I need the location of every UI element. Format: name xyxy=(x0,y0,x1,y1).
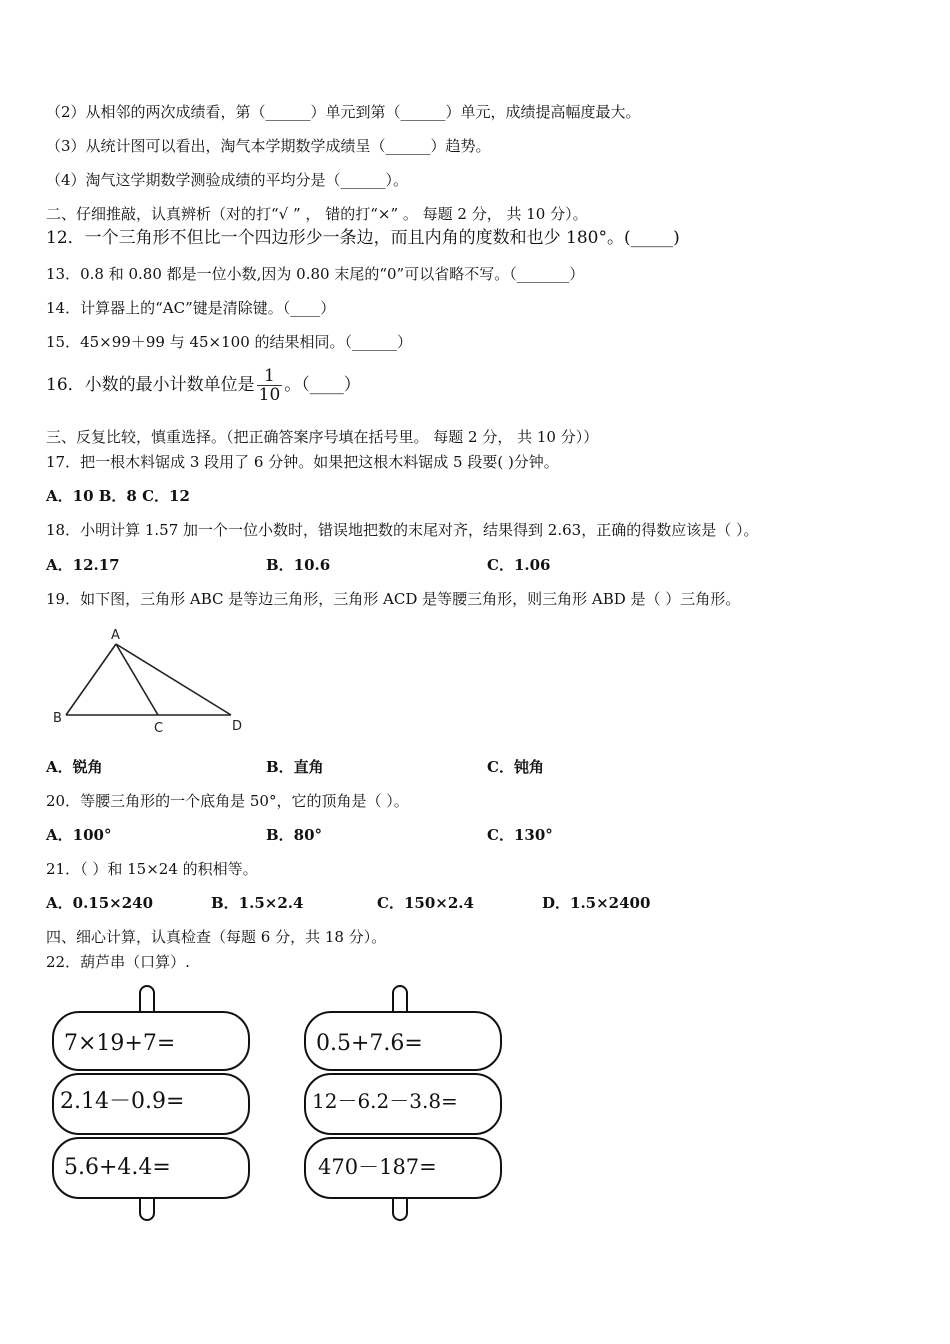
label-a: A xyxy=(111,628,120,643)
segment-ab xyxy=(66,644,116,715)
section3-heading: 三、反复比较，慎重选择。（把正确答案序号填在括号里。 每题 2 分， 共 10 分）） xyxy=(46,428,599,446)
q21-option-d: D．1.5×2400 xyxy=(542,894,651,912)
section4-heading: 四、细心计算，认真检查（每题 6 分，共 18 分）。 xyxy=(46,928,387,946)
question-22: 22．葫芦串（口算）. xyxy=(46,953,190,971)
question-17: 17．把一根木料锯成 3 段用了 6 分钟。如果把这根木料锯成 5 段要( )分钟。 xyxy=(46,453,559,471)
label-c: C xyxy=(154,721,164,736)
question-19: 19．如下图，三角形 ABC 是等边三角形，三角形 ACD 是等腰三角形，则三角形 ABD 是（ ）三角形。 xyxy=(46,590,741,608)
segment-ac xyxy=(116,644,158,715)
q11-part3: （3）从统计图可以看出，淘气本学期数学成绩呈（______）趋势。 xyxy=(46,137,491,155)
q17-options: A．10 B．8 C．12 xyxy=(46,487,190,505)
gourd-right-expr-3: 470－187= xyxy=(318,1155,437,1179)
gourd-right-expr-1: 0.5+7.6= xyxy=(316,1031,423,1056)
q19-option-a: A．锐角 xyxy=(46,758,103,776)
q16-suffix: 。（____） xyxy=(284,375,361,395)
q16-numerator: 1 xyxy=(257,367,283,386)
q21-option-a: A．0.15×240 xyxy=(46,894,154,912)
q20-option-c: C．130° xyxy=(487,826,553,844)
label-b: B xyxy=(53,711,62,726)
q11-part4: （4）淘气这学期数学测验成绩的平均分是（______）。 xyxy=(46,171,409,189)
segment-ad xyxy=(116,644,231,715)
gourd-left-expr-3: 5.6+4.4= xyxy=(64,1155,171,1180)
question-21: 21．（ ）和 15×24 的积相等。 xyxy=(46,860,258,878)
q18-option-c: C．1.06 xyxy=(487,556,551,574)
triangle-figure xyxy=(50,622,260,742)
q16-denominator: 10 xyxy=(258,385,281,405)
q20-option-b: B．80° xyxy=(266,826,323,844)
q16-fraction xyxy=(257,367,283,404)
gourd-right-expr-2: 12－6.2－3.8= xyxy=(312,1089,458,1113)
q21-option-b: B．1.5×2.4 xyxy=(211,894,304,912)
q19-option-b: B．直角 xyxy=(266,758,324,776)
gourd-right xyxy=(302,984,507,1224)
q11-part2: （2）从相邻的两次成绩看，第（______）单元到第（______）单元，成绩提高幅度最大。 xyxy=(46,103,641,121)
question-20: 20．等腰三角形的一个底角是 50°，它的顶角是（ ）。 xyxy=(46,792,409,810)
question-16 xyxy=(46,362,361,408)
q21-option-c: C．150×2.4 xyxy=(377,894,474,912)
question-14: 14．计算器上的“AC”键是清除键。（____） xyxy=(46,299,336,317)
question-13: 13．0.8 和 0.80 都是一位小数,因为 0.80 末尾的“0”可以省略不写。（_______） xyxy=(46,265,585,283)
q19-option-c: C．钝角 xyxy=(487,758,544,776)
gourd-left-expr-1: 7×19+7= xyxy=(64,1031,176,1056)
question-15: 15．45×99＋99 与 45×100 的结果相同。（______） xyxy=(46,333,413,351)
question-12: 12．一个三角形不但比一个四边形少一条边，而且内角的度数和也少 180°。(_____) xyxy=(46,228,680,248)
question-18: 18．小明计算 1.57 加一个一位小数时，错误地把数的末尾对齐，结果得到 2.63，正确的得数应该是（ ）。 xyxy=(46,521,759,539)
gourd-left-expr-2: 2.14－0.9= xyxy=(60,1089,185,1114)
q18-option-b: B．10.6 xyxy=(266,556,331,574)
label-d: D xyxy=(232,719,243,734)
section2-heading: 二、仔细推敲，认真辨析（对的打“√ ” ， 错的打“×” 。 每题 2 分， 共 10 分）。 xyxy=(46,205,588,223)
q16-prefix: 16．小数的最小计数单位是 xyxy=(46,375,255,395)
gourd-left xyxy=(50,984,255,1224)
q18-option-a: A．12.17 xyxy=(46,556,120,574)
q20-option-a: A．100° xyxy=(46,826,112,844)
